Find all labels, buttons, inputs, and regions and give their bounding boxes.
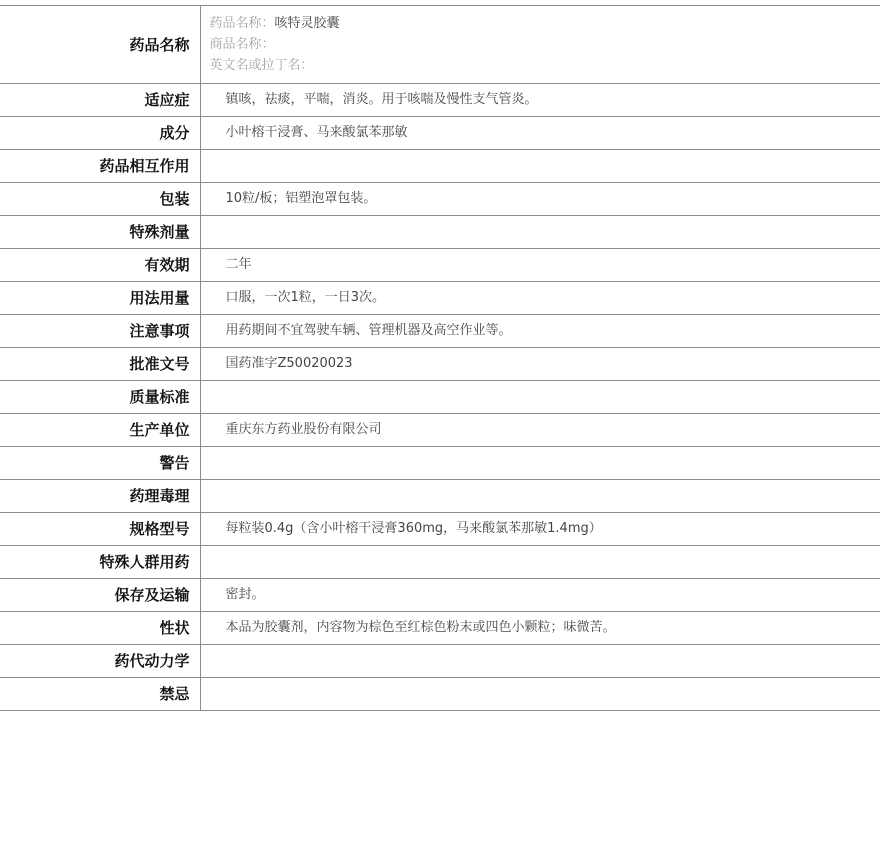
row-label: 用法用量 xyxy=(0,282,200,315)
table-row xyxy=(0,348,880,381)
row-value: 用药期间不宜驾驶车辆、管理机器及高空作业等。 xyxy=(200,315,880,348)
row-label: 禁忌 xyxy=(0,678,200,711)
row-value xyxy=(200,546,880,579)
trade-name-field-label: 商品名称： xyxy=(209,37,275,52)
table-row xyxy=(0,579,880,612)
row-label: 规格型号 xyxy=(0,513,200,546)
table-row xyxy=(0,546,880,579)
row-label: 性状 xyxy=(0,612,200,645)
row-value: 镇咳，祛痰，平喘，消炎。用于咳喘及慢性支气管炎。 xyxy=(200,84,880,117)
row-value: 10粒/板；铝塑泡罩包装。 xyxy=(200,183,880,216)
table-row xyxy=(0,414,880,447)
row-label: 批准文号 xyxy=(0,348,200,381)
row-label: 特殊剂量 xyxy=(0,216,200,249)
drug-name-block xyxy=(200,6,880,84)
row-value xyxy=(200,216,880,249)
row-value: 国药准字Z50020023 xyxy=(200,348,880,381)
row-value xyxy=(200,150,880,183)
table-row xyxy=(0,282,880,315)
table-row xyxy=(0,513,880,546)
drug-name-field-value: 咳特灵胶囊 xyxy=(274,16,340,31)
row-label: 生产单位 xyxy=(0,414,200,447)
row-label: 保存及运输 xyxy=(0,579,200,612)
row-value xyxy=(200,645,880,678)
row-label: 有效期 xyxy=(0,249,200,282)
row-label: 药品相互作用 xyxy=(0,150,200,183)
table-row xyxy=(0,381,880,414)
row-label: 适应症 xyxy=(0,84,200,117)
row-label: 药理毒理 xyxy=(0,480,200,513)
drug-info-table xyxy=(0,5,880,711)
row-value: 重庆东方药业股份有限公司 xyxy=(200,414,880,447)
table-row xyxy=(0,84,880,117)
row-value xyxy=(200,678,880,711)
row-value: 密封。 xyxy=(200,579,880,612)
drug-name-field-label: 药品名称： xyxy=(209,16,275,31)
row-value: 本品为胶囊剂，内容物为棕色至红棕色粉末或四色小颗粒；味微苦。 xyxy=(200,612,880,645)
row-label: 质量标准 xyxy=(0,381,200,414)
row-value xyxy=(200,480,880,513)
table-row xyxy=(0,150,880,183)
table-row-drug-name xyxy=(0,6,880,84)
row-value xyxy=(200,447,880,480)
table-row xyxy=(0,480,880,513)
row-value: 每粒装0.4g（含小叶榕干浸膏360mg，马来酸氯苯那敏1.4mg） xyxy=(200,513,880,546)
row-label: 成分 xyxy=(0,117,200,150)
row-label: 警告 xyxy=(0,447,200,480)
table-row xyxy=(0,183,880,216)
row-value: 口服，一次1粒，一日3次。 xyxy=(200,282,880,315)
drug-name-line xyxy=(210,13,880,34)
latin-name-line xyxy=(210,55,880,76)
row-label: 包装 xyxy=(0,183,200,216)
table-row xyxy=(0,447,880,480)
row-value: 二年 xyxy=(200,249,880,282)
table-row xyxy=(0,315,880,348)
row-label: 特殊人群用药 xyxy=(0,546,200,579)
row-label: 药代动力学 xyxy=(0,645,200,678)
row-value: 小叶榕干浸膏、马来酸氯苯那敏 xyxy=(200,117,880,150)
latin-name-field-label: 英文名或拉丁名： xyxy=(209,58,314,73)
table-row xyxy=(0,249,880,282)
row-value xyxy=(200,381,880,414)
row-label-drug-name: 药品名称 xyxy=(0,6,200,84)
table-row xyxy=(0,612,880,645)
table-row xyxy=(0,216,880,249)
table-row xyxy=(0,678,880,711)
row-label: 注意事项 xyxy=(0,315,200,348)
table-row xyxy=(0,645,880,678)
table-row xyxy=(0,117,880,150)
trade-name-line xyxy=(210,34,880,55)
